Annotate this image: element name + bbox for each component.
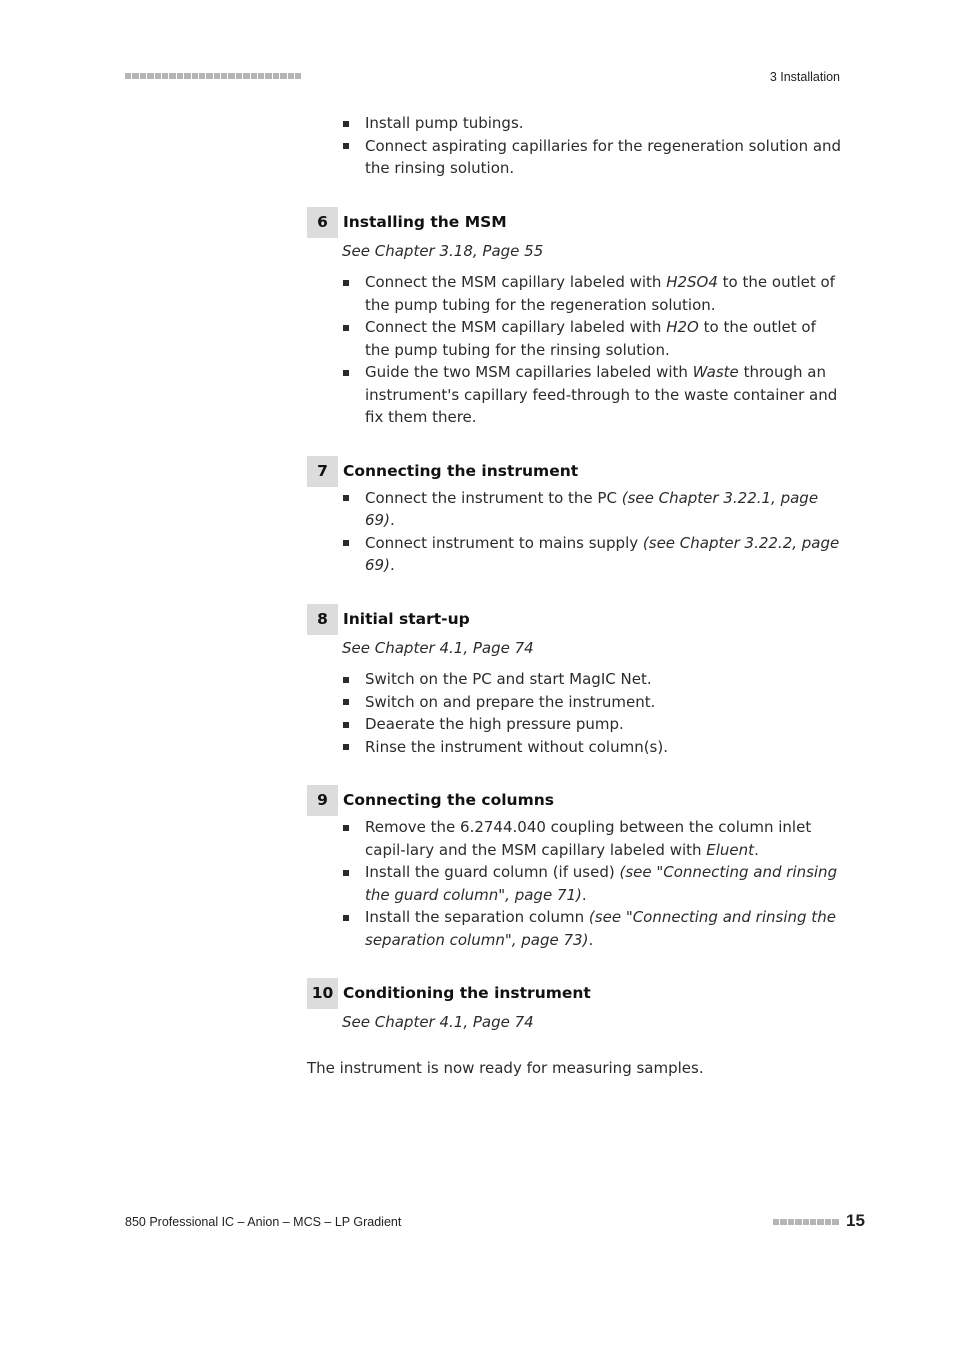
- cross-reference: See Chapter 4.1, Page 74: [342, 638, 534, 657]
- list-item: Connect aspirating capillaries for the regeneration solution and the rinsing solution.: [365, 135, 842, 180]
- step-bullets: [307, 816, 842, 951]
- step-heading: [307, 785, 842, 816]
- step-title: Initial start-up: [343, 609, 470, 628]
- list-item: Guide the two MSM capillaries labeled with Waste through an instrument's capillary feed-through to the waste container and fix them there.: [365, 361, 842, 429]
- list-item: Install the separation column (see "Connecting and rinsing the separation column", page 73).: [365, 906, 842, 951]
- header-decoration: [125, 73, 301, 79]
- step-title: Connecting the columns: [343, 791, 554, 810]
- step-bullets: [307, 668, 842, 758]
- list-item: Connect the MSM capillary labeled with H2O to the outlet of the pump tubing for the rinsing solution.: [365, 316, 842, 361]
- cross-reference: See Chapter 4.1, Page 74: [342, 1013, 534, 1031]
- list-item: Connect the MSM capillary labeled with H2SO4 to the outlet of the pump tubing for the regeneration solution.: [365, 271, 842, 316]
- list-item: Install the guard column (if used) (see "Connecting and rinsing the guard column", page 71).: [365, 861, 842, 906]
- step-6: [307, 207, 842, 429]
- step-number: 10: [307, 978, 338, 1009]
- cross-reference: See Chapter 3.18, Page 55: [342, 241, 544, 260]
- header-chapter: 3 Installation: [769, 70, 840, 84]
- list-item: Switch on and prepare the instrument.: [365, 691, 842, 714]
- list-item: Install pump tubings.: [365, 112, 842, 135]
- step-title: Installing the MSM: [343, 212, 507, 231]
- footer-decoration: [773, 1219, 839, 1225]
- list-item: Connect instrument to mains supply (see Chapter 3.22.2, page 69).: [365, 532, 842, 577]
- cross-reference-link[interactable]: (see "Connecting and rinsing the guard column", page 71): [365, 863, 838, 904]
- final-text: The instrument is now ready for measuring samples.: [307, 1058, 704, 1077]
- step-bullets: [307, 487, 842, 577]
- step-heading: [307, 978, 842, 1009]
- step-10: [307, 978, 842, 1034]
- step-7: [307, 456, 842, 577]
- step-bullets: [307, 271, 842, 429]
- footer-title: 850 Professional IC – Anion – MCS – LP Gradient: [125, 1215, 402, 1229]
- list-item: Deaerate the high pressure pump.: [365, 713, 842, 736]
- step-heading: [307, 604, 842, 635]
- list-item: Connect the instrument to the PC (see Chapter 3.22.1, page 69).: [365, 487, 842, 532]
- intro-bullets: [307, 112, 842, 180]
- step-title: Conditioning the instrument: [343, 984, 591, 1003]
- step-8: [307, 604, 842, 759]
- cross-reference-link[interactable]: (see "Connecting and rinsing the separation column", page 73): [365, 908, 836, 949]
- cross-reference-link[interactable]: (see Chapter 3.22.2, page 69): [365, 533, 840, 574]
- cross-reference-link[interactable]: (see Chapter 3.22.1, page 69): [365, 488, 819, 529]
- step-title: Connecting the instrument: [343, 461, 579, 480]
- step-number: 7: [307, 456, 338, 487]
- step-number: 8: [307, 604, 338, 635]
- page-content: [307, 112, 842, 1079]
- step-heading: [307, 207, 842, 238]
- list-item: Remove the 6.2744.040 coupling between the column inlet capil-lary and the MSM capillary labeled with Eluent.: [365, 816, 842, 861]
- list-item: Switch on the PC and start MagIC Net.: [365, 668, 842, 691]
- step-number: 9: [307, 785, 338, 816]
- step-9: [307, 785, 842, 951]
- step-heading: [307, 456, 842, 487]
- list-item: Rinse the instrument without column(s).: [365, 736, 842, 759]
- page-number: 15: [846, 1211, 865, 1230]
- step-number: 6: [307, 207, 338, 238]
